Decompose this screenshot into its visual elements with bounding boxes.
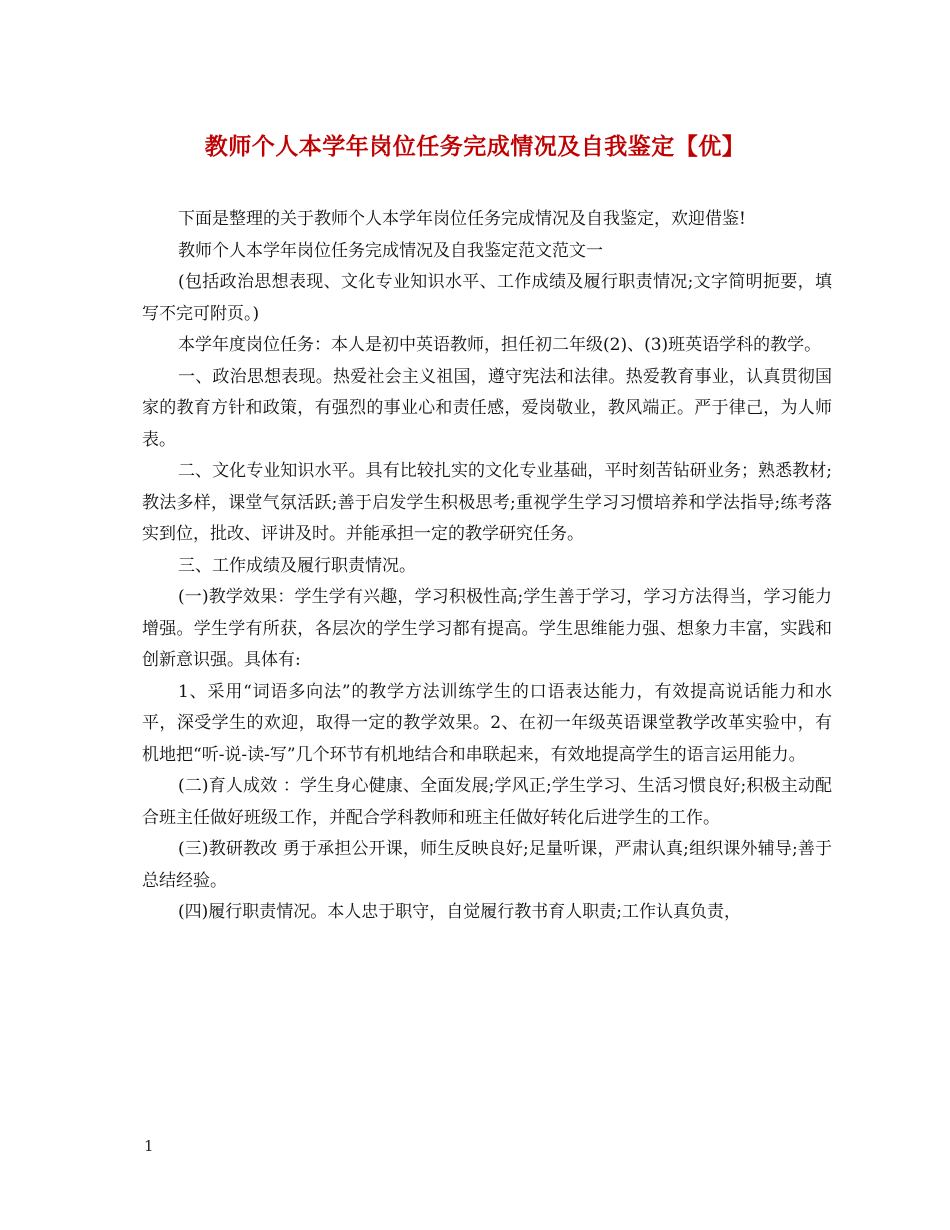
paragraph-education-results: (二)育人成效 ：学生身心健康、全面发展;学风正;学生学习、生活习惯良好;积极主动配合班主任做好班级工作，并配合学科教师和班主任做好转化后进学生的工作。 <box>142 776 832 828</box>
paragraph-job-task: 本学年度岗位任务：本人是初中英语教师，担任初二年级(2)、(3)班英语学科的教学。 <box>178 335 822 355</box>
paragraph-sample-heading: 教师个人本学年岗位任务完成情况及自我鉴定范文范文一 <box>178 240 603 261</box>
paragraph-instructions: (包括政治思想表现、文化专业知识水平、工作成绩及履行职责情况;文字简明扼要，填写不完可附页。) <box>142 272 832 324</box>
paragraph-teaching-effect: (一)教学效果：学生学有兴趣，学习积极性高;学生善于学习，学习方法得当，学习能力增强。学生学有所获，各层次的学生学习都有提高。学生思维能力强、想象力丰富，实践和创新意识强。具体有: <box>142 587 832 670</box>
document-title: 教师个人本学年岗位任务完成情况及自我鉴定【优】 <box>204 133 746 160</box>
paragraph-political: 一、政治思想表现。热爱社会主义祖国，遵守宪法和法律。热爱教育事业，认真贯彻国家的教育方针和政策，有强烈的事业心和责任感，爱岗敬业，教风端正。严于律己，为人师表。 <box>142 366 832 450</box>
document-body <box>142 204 832 929</box>
paragraph-intro: 下面是整理的关于教师个人本学年岗位任务完成情况及自我鉴定，欢迎借鉴! <box>178 209 746 229</box>
paragraph-knowledge: 二、文化专业知识水平。具有比较扎实的文化专业基础，平时刻苦钻研业务；熟悉教材;教法多样，课堂气氛活跃;善于启发学生积极思考;重视学生学习习惯培养和学法指导;练考落实到位，批改、评讲及时。并能承担一定的教学研究任务。 <box>142 461 832 544</box>
paragraph-specifics: 1、采用“词语多向法”的教学方法训练学生的口语表达能力，有效提高说话能力和水平，深受学生的欢迎，取得一定的教学效果。2、在初一年级英语课堂教学改革实验中，有机地把“听-说-读-写”几个环节有机地结合和串联起来，有效地提高学生的语言运用能力。 <box>142 681 832 765</box>
page-number: 1 <box>144 1137 154 1155</box>
paragraph-duties: (四)履行职责情况。本人忠于职守，自觉履行教书育人职责;工作认真负责， <box>178 902 741 922</box>
paragraph-research: (三)教研教改 勇于承担公开课，师生反映良好;足量听课，严肃认真;组织课外辅导;善于总结经验。 <box>142 839 832 891</box>
paragraph-achievements-heading: 三、工作成绩及履行职责情况。 <box>178 555 416 576</box>
